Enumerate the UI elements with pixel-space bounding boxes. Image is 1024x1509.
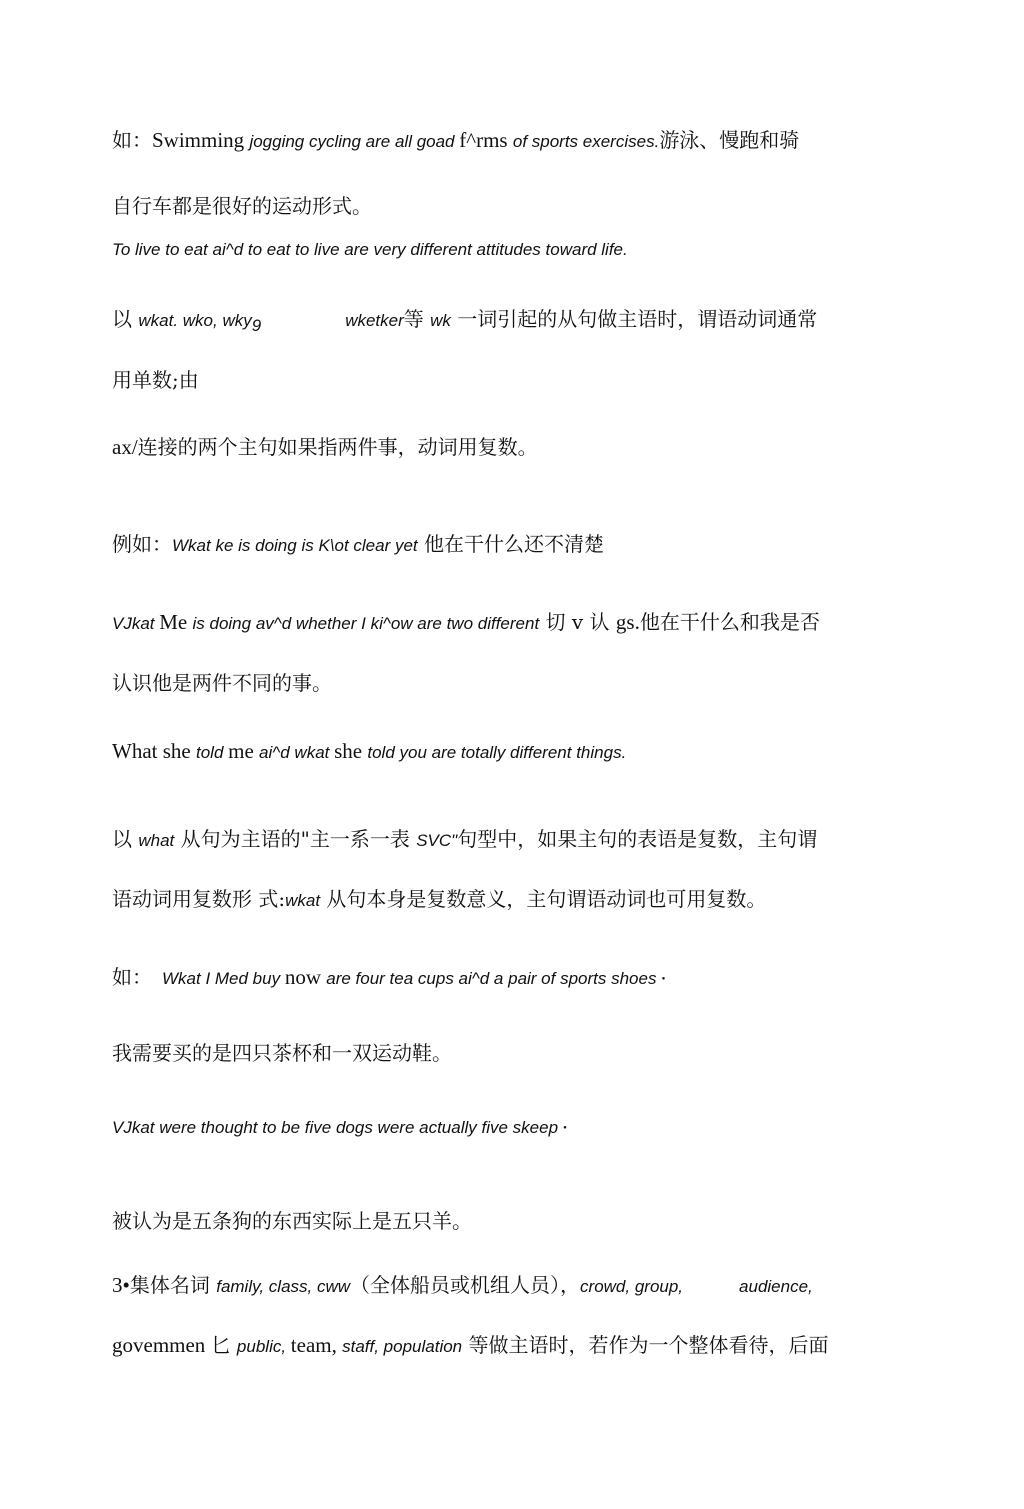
paragraph-line-12 (112, 889, 766, 909)
text-run: 例如： (112, 532, 172, 556)
text-run: wkat. wko, wky (138, 311, 252, 330)
text-run: wk (430, 311, 451, 330)
text-run: 如： (112, 128, 152, 152)
text-run: 以 (112, 307, 139, 331)
paragraph-line-11 (112, 829, 817, 849)
paragraph-line-4 (112, 309, 817, 334)
text-run: f^rms (459, 128, 513, 152)
text-run: 切 v 认 (539, 610, 616, 634)
text-run: what (138, 831, 175, 850)
text-run: crowd, group, (580, 1277, 684, 1296)
text-run: ai^d wkat (259, 743, 335, 762)
paragraph-line-9: 认识他是两件不同的事。 (112, 671, 332, 695)
text-run: is doing av^d whether I ki^ow are two different (192, 614, 540, 633)
paragraph-line-17 (112, 1275, 813, 1296)
text-run: Wkat ke is doing is K\ot clear yet (172, 536, 418, 555)
text-run: gs. (615, 610, 640, 634)
text-run: team, (290, 1333, 343, 1357)
subscript: 9 (251, 316, 262, 335)
paragraph-line-3: To live to eat ai^d to eat to live are very different attitudes toward life. (112, 240, 628, 259)
text-run: wkat (285, 891, 321, 910)
text-run: （全体船员或机组人员）， (350, 1273, 581, 1297)
text-run: told (195, 743, 229, 762)
text-run: 匕 (210, 1333, 237, 1357)
paragraph-line-8 (112, 612, 820, 633)
paragraph-line-15 (112, 1116, 572, 1136)
text-run: What she (112, 739, 196, 763)
text-run: 集体名词 (129, 1273, 217, 1297)
paragraph-line-5: 用单数;由 (112, 368, 199, 392)
text-run: audience, (739, 1277, 813, 1296)
paragraph-line-10 (112, 741, 626, 762)
text-run: ・ (558, 1121, 573, 1137)
text-run: staff, population (342, 1337, 463, 1356)
text-run: told you are totally different things. (367, 743, 627, 762)
text-run: SVC" (416, 831, 458, 850)
paragraph-line-16: 被认为是五条狗的东西实际上是五只羊。 (112, 1209, 472, 1233)
text-run: 他在干什么和我是否 (639, 610, 820, 634)
text-run: Me (159, 610, 193, 634)
text-run: wketker (345, 311, 404, 330)
text-run: are four tea cups ai^d a pair of sports shoes (326, 969, 657, 988)
text-run: Swimming (152, 128, 250, 152)
text-run: of sports exercises. (512, 132, 660, 151)
paragraph-line-13 (112, 967, 670, 988)
text-run: 以 (112, 827, 139, 851)
text-run: 从句本身是复数意义，主句谓语动词也可用复数。 (320, 887, 767, 911)
text-run: now (284, 965, 327, 989)
text-run: public, (236, 1337, 291, 1356)
text-run: 从句为主语的"主一系一表 (174, 827, 417, 851)
text-run: family, class, cww (216, 1277, 351, 1296)
paragraph-line-14: 我需要买的是四只茶杯和一双运动鞋。 (112, 1041, 452, 1065)
paragraph-line-6 (112, 437, 538, 458)
text-run: VJkat were thought to be five dogs were actually five skeep (112, 1118, 559, 1137)
text-run: 3• (112, 1273, 130, 1297)
text-run: me (228, 739, 260, 763)
text-run: 句型中，如果主句的表语是复数，主句谓 (457, 827, 818, 851)
text-run: 连接的两个主句如果指两件事，动词用复数。 (137, 435, 538, 459)
text-run: VJkat (112, 614, 160, 633)
text-run: 如： (112, 965, 152, 989)
text-run: ax/ (112, 435, 138, 459)
text-run: 游泳、慢跑和骑 (659, 128, 800, 152)
text-run: 等做主语时，若作为一个整体看待，后面 (462, 1333, 829, 1357)
paragraph-line-2: 自行车都是很好的运动形式。 (112, 194, 372, 218)
text-run: she (334, 739, 368, 763)
paragraph-line-18 (112, 1335, 829, 1356)
text-run: 他在干什么还不清楚 (417, 532, 605, 556)
text-run: 语动词用复数形 式: (112, 887, 286, 911)
text-run: 等 (403, 307, 431, 331)
text-run: Wkat I Med buy (162, 969, 285, 988)
text-run: jogging cycling are all goad (249, 132, 460, 151)
text-run: ・ (656, 972, 671, 988)
text-run: govemmen (112, 1333, 211, 1357)
paragraph-line-7 (112, 534, 604, 554)
paragraph-line-1 (112, 130, 799, 151)
text-run: 一词引起的从句做主语时，谓语动词通常 (450, 307, 818, 331)
